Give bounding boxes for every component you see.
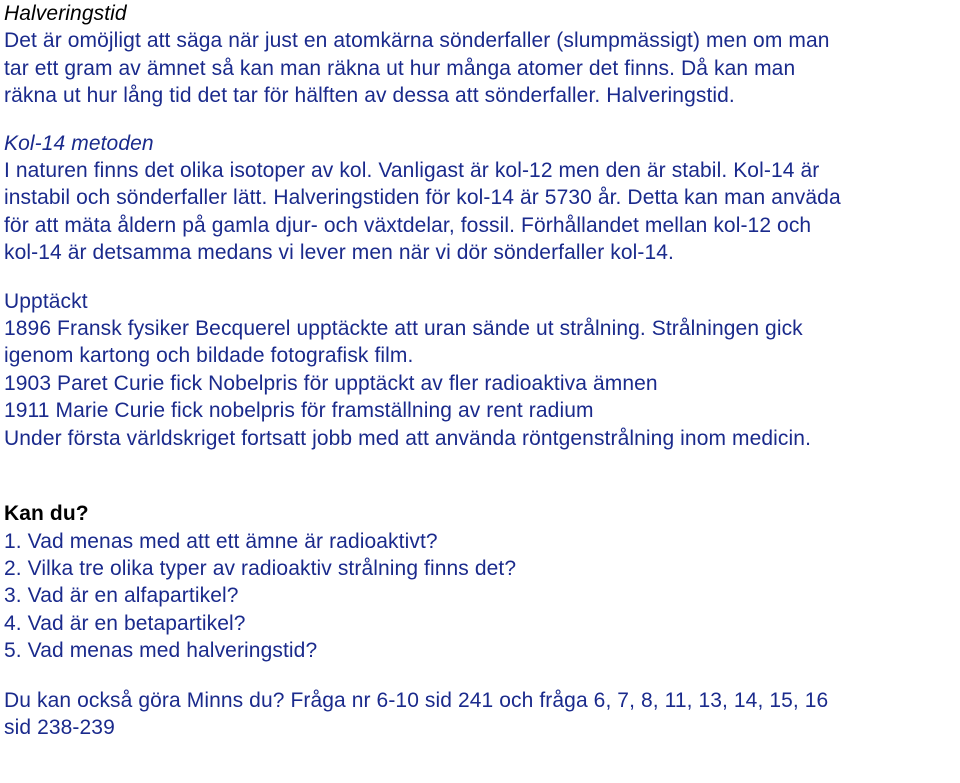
paragraph-line: 1911 Marie Curie fick nobelpris för framställning av rent radium xyxy=(4,399,594,423)
paragraph-line: instabil och sönderfaller lätt. Halveringstiden för kol-14 är 5730 år. Detta kan man anväda xyxy=(4,186,841,210)
paragraph-line: kol-14 är detsamma medans vi lever men när vi dör sönderfaller kol-14. xyxy=(4,241,674,265)
question-item: 5. Vad menas med halveringstid? xyxy=(4,639,318,663)
paragraph-line: räkna ut hur lång tid det tar för hälften av dessa att sönderfaller. Halveringstid. xyxy=(4,84,735,108)
paragraph-line: för att mäta åldern på gamla djur- och växtdelar, fossil. Förhållandet mellan kol-12 och xyxy=(4,213,812,237)
question-item: 1. Vad menas med att ett ämne är radioaktivt? xyxy=(4,529,438,553)
question-item: 2. Vilka tre olika typer av radioaktiv strålning finns det? xyxy=(4,556,517,580)
spacer xyxy=(4,110,956,130)
question-item: 4. Vad är en betapartikel? xyxy=(4,611,246,635)
paragraph-line: Det är omöjligt att säga när just en atomkärna sönderfaller (slumpmässigt) men om man xyxy=(4,29,830,53)
paragraph-line: igenom kartong och bildade fotografisk film. xyxy=(4,344,414,368)
document-page xyxy=(4,0,956,741)
paragraph-line: I naturen finns det olika isotoper av kol. Vanligast är kol-12 men den är stabil. Kol-14 är xyxy=(4,159,820,183)
questions-heading: Kan du? xyxy=(4,502,89,526)
section-heading-kol14: Kol-14 metoden xyxy=(4,131,154,155)
spacer xyxy=(4,665,956,687)
paragraph-line: 1903 Paret Curie fick Nobelpris för upptäckt av fler radioaktiva ämnen xyxy=(4,371,658,395)
spacer xyxy=(4,452,956,500)
question-item: 3. Vad är en alfapartikel? xyxy=(4,584,239,608)
spacer xyxy=(4,267,956,288)
footer-note-line: sid 238-239 xyxy=(4,715,115,739)
paragraph-line: 1896 Fransk fysiker Becquerel upptäckte att uran sände ut strålning. Strålningen gick xyxy=(4,317,803,341)
section-heading-upptackt: Upptäckt xyxy=(4,289,88,313)
paragraph-line: Under första världskriget fortsatt jobb med att använda röntgenstrålning inom medicin. xyxy=(4,426,812,450)
section-heading-halveringstid: Halveringstid xyxy=(4,2,127,25)
paragraph-line: tar ett gram av ämnet så kan man räkna ut hur många atomer det finns. Då kan man xyxy=(4,56,796,80)
footer-note-line: Du kan också göra Minns du? Fråga nr 6-10 sid 241 och fråga 6, 7, 8, 11, 13, 14, 15, 16 xyxy=(4,688,829,712)
